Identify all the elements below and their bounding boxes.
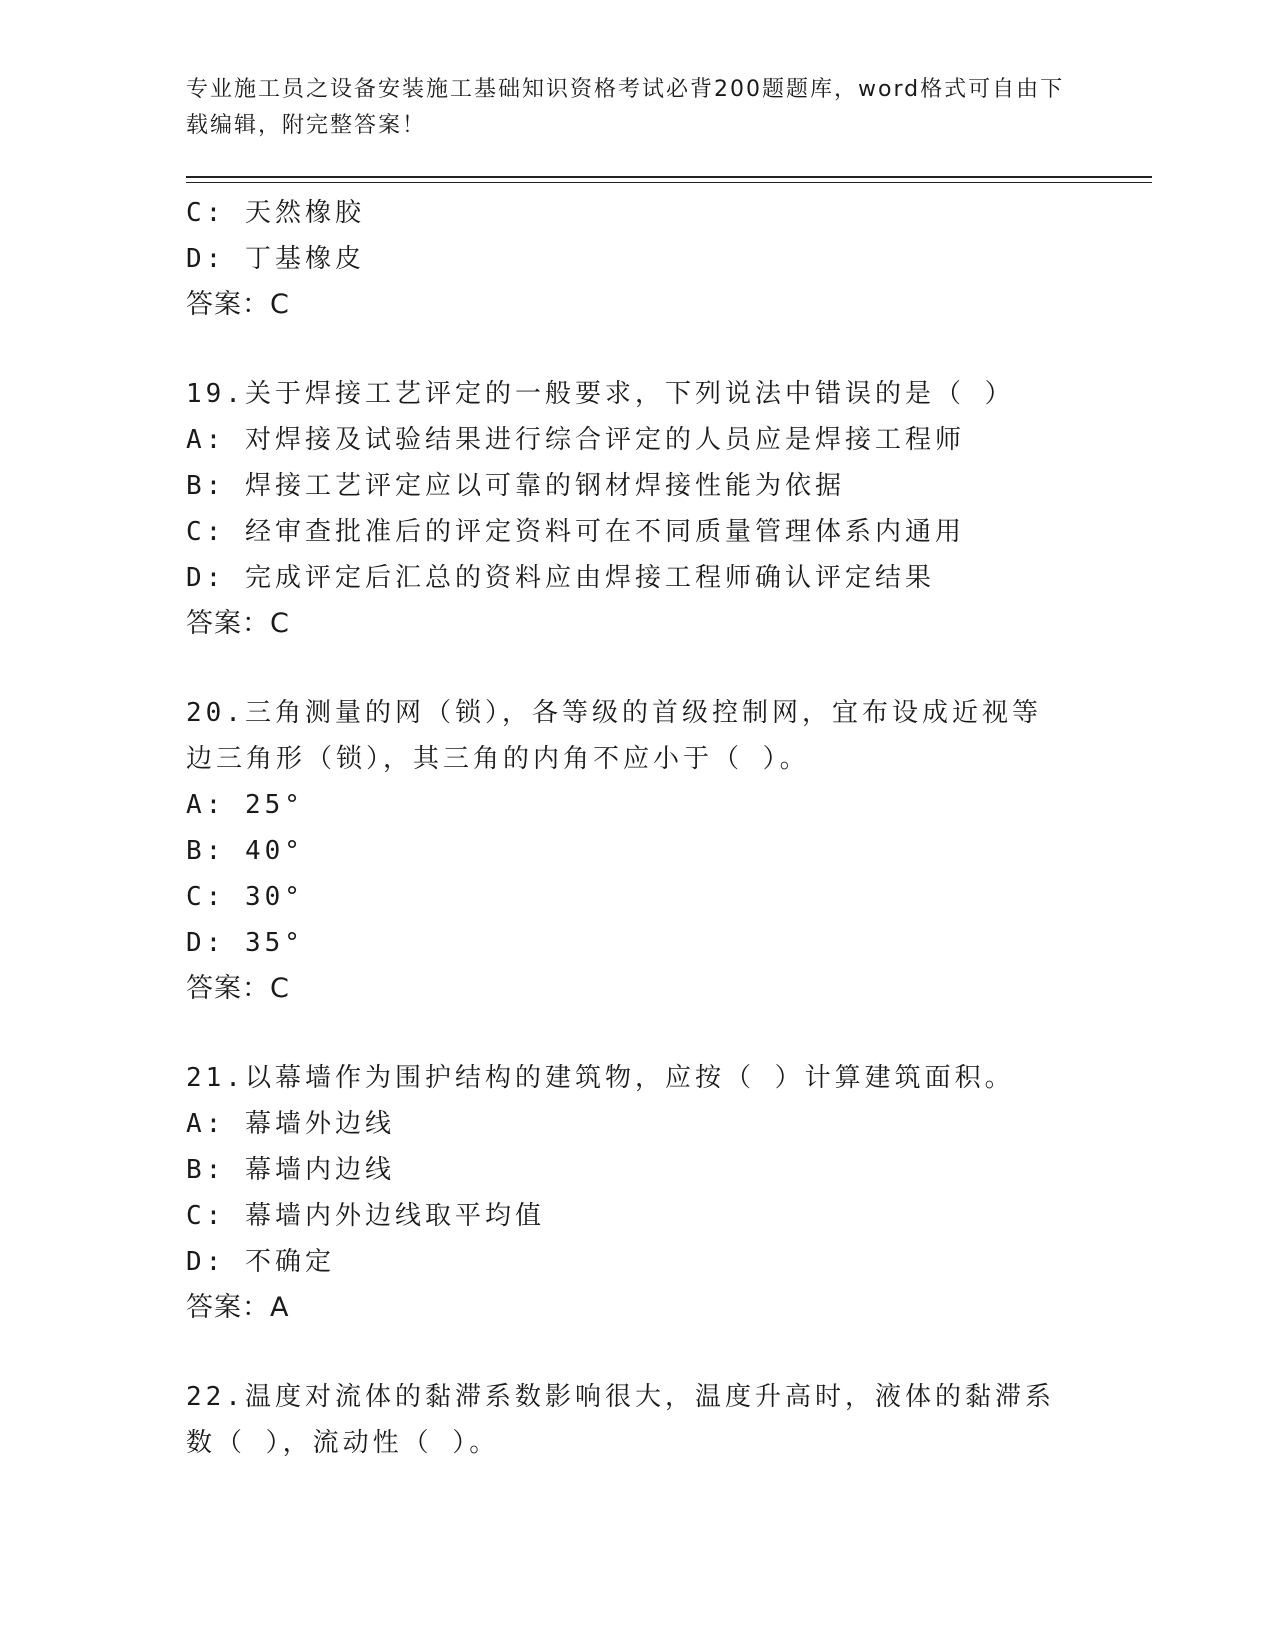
option-c: C: 幕墙内外边线取平均值 (186, 1201, 545, 1231)
question-text: 19.关于焊接工艺评定的一般要求，下列说法中错误的是（ ） (186, 379, 1015, 409)
question-22 (186, 1374, 1086, 1466)
answer: 答案：C (186, 289, 290, 320)
document-header: 专业施工员之设备安装施工基础知识资格考试必背200题题库，word格式可自由下载编辑，附完整答案！ (186, 77, 1065, 138)
header-rule-thick (186, 176, 1152, 178)
answer: 答案：A (186, 1292, 290, 1323)
option-a: A: 25° (186, 790, 304, 820)
question-19 (186, 371, 1086, 647)
option-c: C: 经审查批准后的评定资料可在不同质量管理体系内通用 (186, 517, 965, 547)
option-d: D: 丁基橡皮 (186, 244, 365, 274)
question-list (186, 190, 1086, 1466)
option-d: D: 完成评定后汇总的资料应由焊接工程师确认评定结果 (186, 563, 935, 593)
question-18-tail (186, 190, 1086, 328)
option-d: D: 不确定 (186, 1247, 335, 1277)
option-a: A: 对焊接及试验结果进行综合评定的人员应是焊接工程师 (186, 425, 965, 455)
option-b: B: 幕墙内边线 (186, 1155, 395, 1185)
answer: 答案：C (186, 973, 290, 1004)
question-text: 20.三角测量的网（锁），各等级的首级控制网，宜布设成近视等边三角形（锁），其三角的内角不应小于（ ）。 (186, 698, 1042, 774)
question-20 (186, 690, 1086, 1012)
option-b: B: 40° (186, 836, 304, 866)
question-text: 22.温度对流体的黏滞系数影响很大，温度升高时，液体的黏滞系数（ ），流动性（ ）。 (186, 1382, 1055, 1458)
option-c: C: 天然橡胶 (186, 198, 365, 228)
header-rule-thin (186, 182, 1152, 183)
option-a: A: 幕墙外边线 (186, 1109, 395, 1139)
option-b: B: 焊接工艺评定应以可靠的钢材焊接性能为依据 (186, 471, 845, 501)
option-d: D: 35° (186, 928, 304, 958)
answer: 答案：C (186, 608, 290, 639)
question-text: 21.以幕墙作为围护结构的建筑物，应按（ ）计算建筑面积。 (186, 1063, 1015, 1093)
question-21 (186, 1055, 1086, 1331)
option-c: C: 30° (186, 882, 304, 912)
